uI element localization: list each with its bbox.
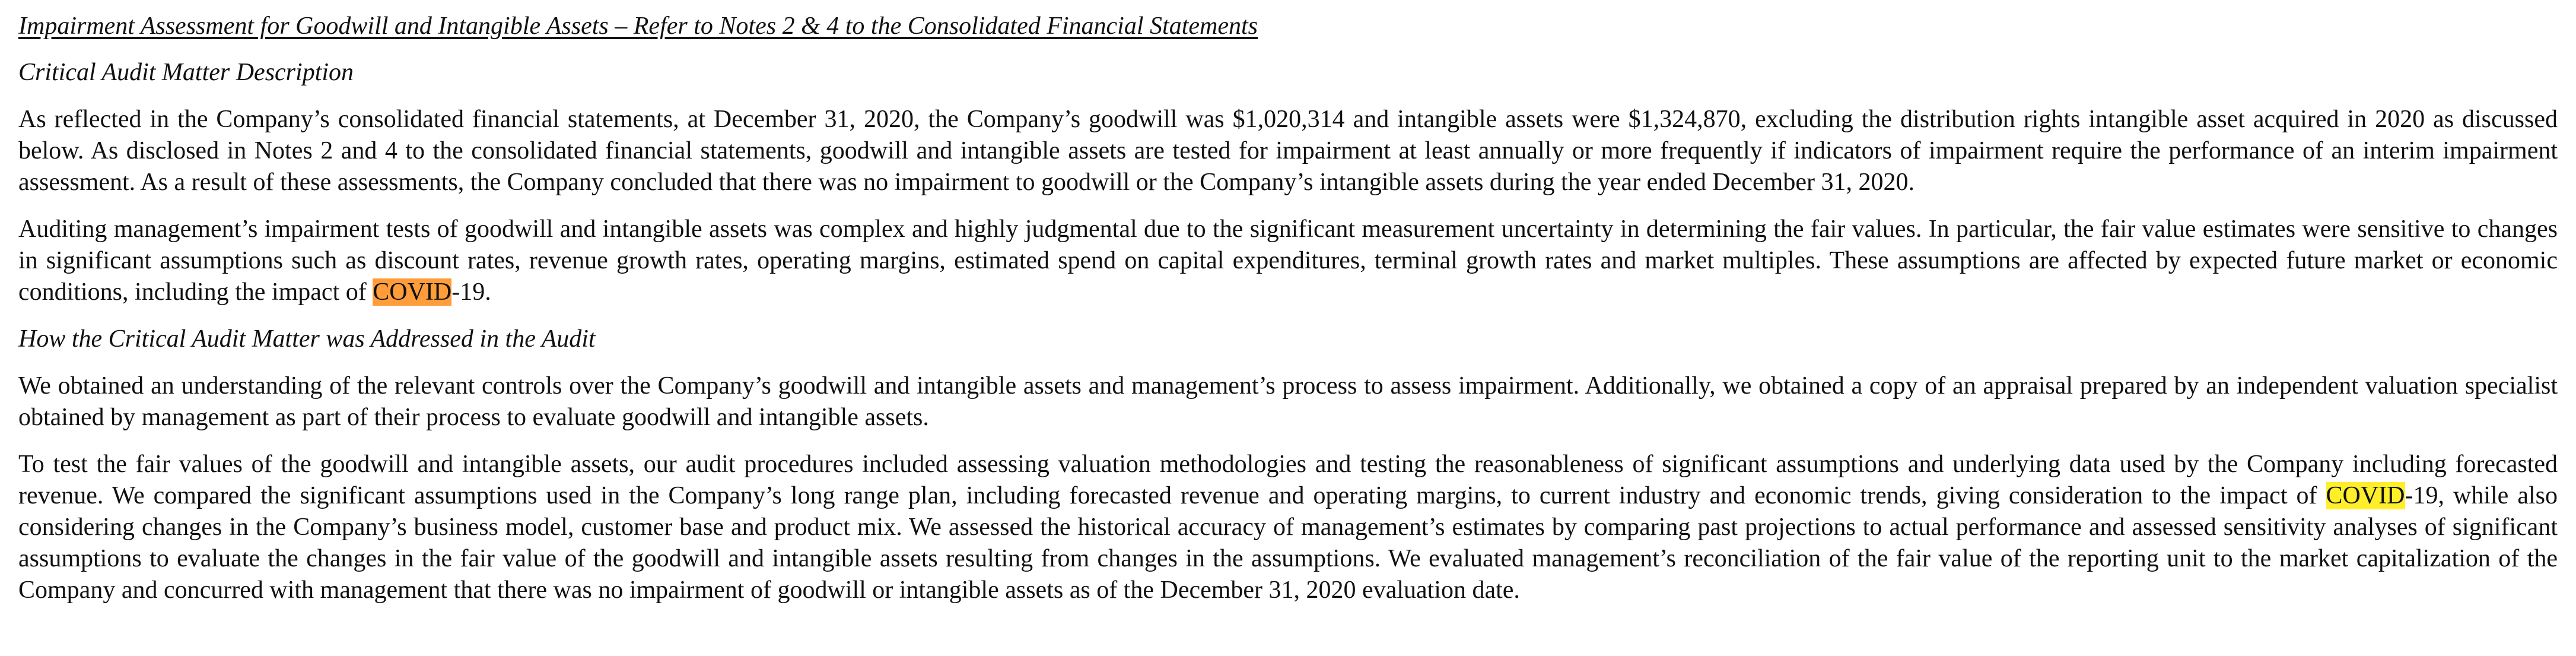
paragraph-audit-procedures xyxy=(18,449,2558,606)
search-highlight-current: COVID xyxy=(373,278,452,306)
document-body xyxy=(18,11,2558,622)
paragraph-2-text-before: Auditing management’s impairment tests of goodwill and intangible assets was complex and highly judgmental due to the significant measurement uncertainty in determining the fair values. In particular, the fair value estimates were sensitive to changes in significant assumptions such as discount rates, revenue growth rates, operating margins, estimated spend on capital expenditures, terminal growth rates and market multiples. These assumptions are affected by expected future market or economic conditions, including the impact of xyxy=(18,216,2558,306)
section-title-link[interactable]: Impairment Assessment for Goodwill and Intangible Assets – Refer to Notes 2 & 4 to the Consolidated Financial Statements xyxy=(18,12,1258,40)
cam-addressed-heading: How the Critical Audit Matter was Addressed in the Audit xyxy=(18,325,596,353)
cam-description-heading: Critical Audit Matter Description xyxy=(18,59,354,86)
paragraph-goodwill-balances: As reflected in the Company’s consolidated financial statements, at December 31, 2020, the Company’s goodwill was $1,020,314 and intangible assets were $1,324,870, excluding the distribution rights intangible asset acquired in 2020 as discussed below. As disclosed in Notes 2 and 4 to the consolidated financial statements, goodwill and intangible assets are tested for impairment at least annually or more frequently if indicators of impairment require the performance of an interim impairment assessment. As a result of these assessments, the Company concluded that there was no impairment to goodwill or the Company’s intangible assets during the year ended December 31, 2020. xyxy=(18,106,2558,196)
paragraph-2-text-after: -19. xyxy=(451,278,491,306)
search-highlight-match: COVID xyxy=(2326,482,2405,509)
paragraph-4-text-after: -19, while also considering changes in the Company’s business model, customer base and product mix. We assessed the historical accuracy of management’s estimates by comparing past projections to actual performance and assessed sensitivity analyses of significant assumptions to evaluate the changes in the fair value of the goodwill and intangible assets resulting from changes in the assumptions. We evaluated management’s reconciliation of the fair value of the reporting unit to the market capitalization of the Company and concurred with management that there was no impairment of goodwill or intangible assets as of the December 31, 2020 evaluation date. xyxy=(18,482,2558,604)
paragraph-controls-understanding: We obtained an understanding of the relevant controls over the Company’s goodwill and intangible assets and management’s process to assess impairment. Additionally, we obtained a copy of an appraisal prepared by an independent valuation specialist obtained by management as part of their process to evaluate goodwill and intangible assets. xyxy=(18,372,2558,431)
paragraph-auditing-complexity xyxy=(18,214,2558,308)
paragraph-4-text-before: To test the fair values of the goodwill and intangible assets, our audit procedures included assessing valuation methodologies and testing the reasonableness of significant assumptions and underlying data used by the Company including forecasted revenue. We compared the significant assumptions used in the Company’s long range plan, including forecasted revenue and operating margins, to current industry and economic trends, giving consideration to the impact of xyxy=(18,451,2558,509)
